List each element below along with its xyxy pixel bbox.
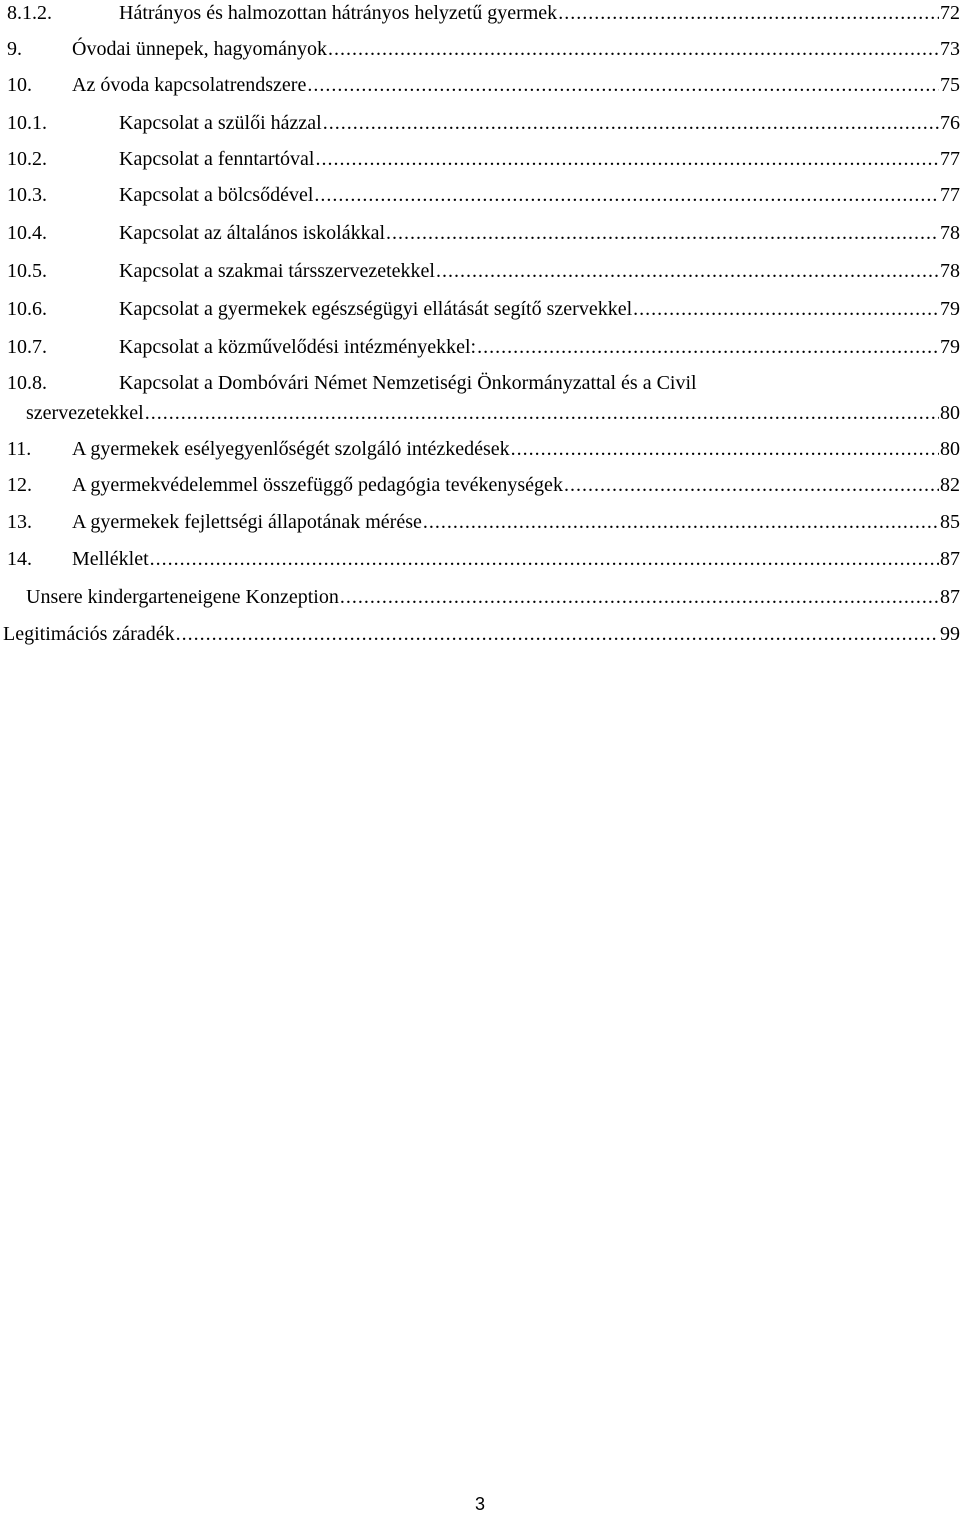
toc-entry[interactable] [0,507,960,537]
toc-entry-title: Kapcsolat a bölcsődével [119,184,314,206]
toc-entry-number: 11. [7,438,32,460]
toc-entry-title: Kapcsolat a fenntartóval [119,148,315,170]
toc-entry-title: Óvodai ünnepek, hagyományok [72,38,327,60]
toc-entry-page: 80 [940,438,960,460]
toc-entry-number: 10. [7,74,32,96]
toc-entry-number: 13. [7,511,32,533]
toc-entry-number: 9. [7,38,22,60]
toc-dot-leader [315,144,939,174]
toc-entry-title: Hátrányos és halmozottan hátrányos helyzetű gyermek [119,2,558,24]
toc-dot-leader [314,180,939,210]
toc-entry-title: Kapcsolat a Dombóvári Német Nemzetiségi Önkormányzattal és a Civil [119,372,697,394]
toc-dot-leader [436,256,939,286]
toc-entry-page: 72 [940,2,960,24]
toc-entry-page: 73 [940,38,960,60]
toc-entry-page: 79 [940,298,960,320]
toc-entry-title: Az óvoda kapcsolatrendszere [72,74,307,96]
toc-entry[interactable] [0,180,960,210]
toc-dot-leader [176,619,939,649]
toc-entry-title: Kapcsolat a gyermekek egészségügyi ellátását segítő szervekkel [119,298,633,320]
toc-entry-page: 80 [940,402,960,424]
toc-entry-title: A gyermekek fejlettségi állapotának mérése [72,511,422,533]
toc-entry-number: 10.8. [7,372,47,394]
toc-entry-page: 79 [940,336,960,358]
toc-entry[interactable] [0,294,960,324]
toc-dot-leader [145,398,939,428]
toc-entry-number: 10.5. [7,260,47,282]
toc-entry[interactable] [0,368,960,428]
toc-entry-title: Legitimációs záradék [3,623,175,645]
toc-entry[interactable] [0,218,960,248]
toc-entry-page: 78 [940,260,960,282]
toc-dot-leader [328,34,939,64]
toc-entry-title: Melléklet [72,548,149,570]
toc-entry[interactable] [0,108,960,138]
toc-entry-page: 75 [940,74,960,96]
toc-entry-page: 77 [940,148,960,170]
toc-entry[interactable] [0,434,960,464]
toc-entry-title: A gyermekek esélyegyenlőségét szolgáló intézkedések [72,438,510,460]
toc-entry-page: 82 [940,474,960,496]
toc-entry[interactable] [0,0,960,28]
toc-entry[interactable] [0,619,960,649]
toc-entry-number: 10.6. [7,298,47,320]
toc-dot-leader [633,294,939,324]
toc-entry[interactable] [0,470,960,500]
page-number: 3 [474,1494,485,1514]
toc-dot-leader [511,434,939,464]
toc-dot-leader [558,0,939,28]
toc-dot-leader [340,582,939,612]
toc-entry-number: 10.2. [7,148,47,170]
toc-entry-title-continued: szervezetekkel [26,402,144,424]
toc-entry-number: 8.1.2. [7,2,52,24]
toc-dot-leader [386,218,939,248]
toc-entry-number: 10.1. [7,112,47,134]
toc-entry-page: 78 [940,222,960,244]
toc-entry[interactable] [0,70,960,100]
toc-entry[interactable] [0,256,960,286]
toc-entry-title: A gyermekvédelemmel összefüggő pedagógia tevékenységek [72,474,563,496]
toc-entry[interactable] [0,332,960,362]
toc-dot-leader [564,470,939,500]
toc-dot-leader [423,507,939,537]
toc-entry-number: 10.3. [7,184,47,206]
toc-dot-leader [150,544,939,574]
toc-entry[interactable] [0,144,960,174]
toc-entry[interactable] [0,582,960,612]
toc-entry-page: 87 [940,548,960,570]
toc-dot-leader [307,70,939,100]
toc-entry-number: 12. [7,474,32,496]
toc-entry-number: 10.4. [7,222,47,244]
toc-entry-title: Kapcsolat a közművelődési intézményekkel: [119,336,477,358]
toc-entry-number: 14. [7,548,32,570]
toc-entry-number: 10.7. [7,336,47,358]
toc-entry-title: Kapcsolat az általános iskolákkal [119,222,386,244]
toc-entry-title: Kapcsolat a szakmai társszervezetekkel [119,260,435,282]
toc-dot-leader [323,108,939,138]
toc-entry-page: 87 [940,586,960,608]
toc-entry-title: Unsere kindergarteneigene Konzeption [26,586,339,608]
toc-entry-title: Kapcsolat a szülői házzal [119,112,322,134]
toc-entry-page: 76 [940,112,960,134]
toc-entry-page: 85 [940,511,960,533]
toc-dot-leader [477,332,939,362]
toc-entry[interactable] [0,544,960,574]
toc-entry[interactable] [0,34,960,64]
toc-entry-page: 99 [940,623,960,645]
toc-entry-page: 77 [940,184,960,206]
